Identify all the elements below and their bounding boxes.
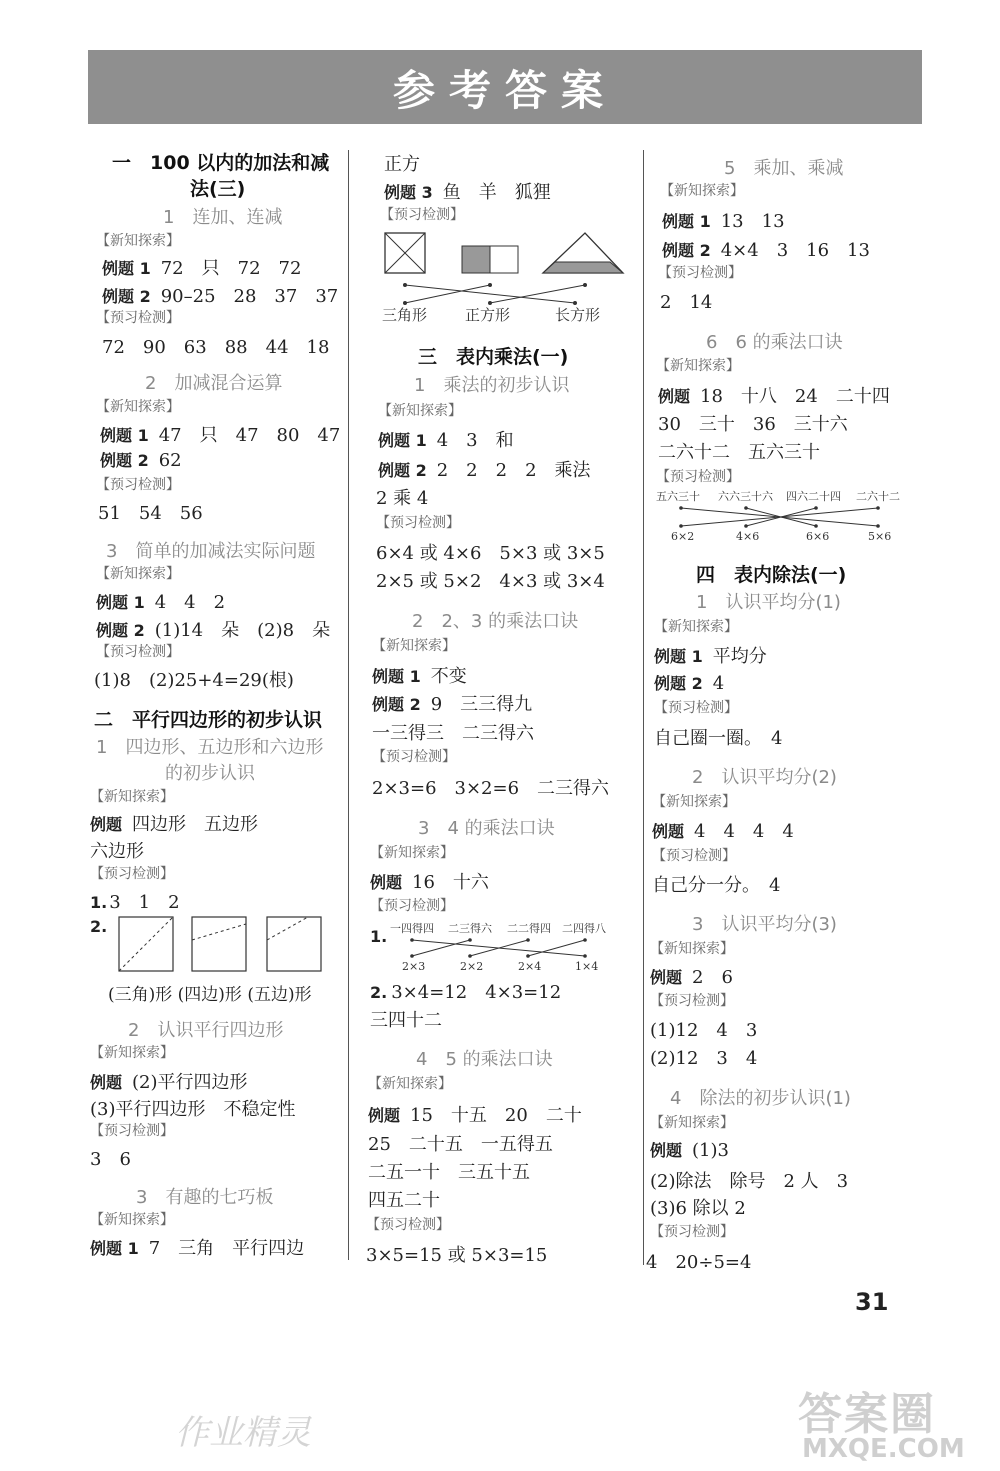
example-label: 例题 1: [372, 667, 421, 686]
match-top: 四六二十四: [786, 490, 841, 503]
example-label: 例题 1: [90, 1239, 139, 1258]
tag-pre: 【预习检测】: [372, 749, 456, 765]
answer-line: 2×3=6 3×2=6 二三得六: [372, 778, 610, 799]
example-label: 例题: [652, 822, 685, 841]
unit-1-title-cont: 法(三): [190, 178, 246, 200]
answer-line: 六边形: [90, 841, 144, 862]
answer-line: (2)12 3 4: [650, 1048, 758, 1069]
dashed-cut-2: [192, 924, 246, 940]
example-label: 例题: [370, 873, 403, 892]
answer-line: 例题 16 十六: [370, 872, 489, 893]
divided-squares-figure: [118, 916, 328, 974]
answer-line: 25 二十五 一五得五: [368, 1134, 553, 1155]
answer-line: 例题 1 4 4 2: [96, 592, 226, 613]
item-number: 2.: [370, 983, 388, 1002]
answer-line: 2×5 或 5×2 4×3 或 3×4: [376, 571, 605, 592]
match-label: 正方形: [465, 306, 511, 324]
example-label: 例题: [658, 387, 691, 406]
page-number: 31: [855, 1288, 889, 1316]
answer-line: 二六十二 五六三十: [658, 442, 820, 463]
answer-line: (3)平行四边形 不稳定性: [90, 1099, 296, 1120]
answer-line: 例题 2 90–25 28 37 37: [102, 286, 339, 307]
match-bottom: 2×2: [460, 960, 484, 973]
section-heading: 5 乘加、乘减: [724, 158, 844, 179]
example-label: 例题 2: [100, 451, 149, 470]
tag-pre: 【预习检测】: [656, 469, 740, 485]
example-label: 例题: [90, 1073, 123, 1092]
answer-line: 51 54 56: [98, 503, 203, 524]
column-divider-2: [643, 150, 644, 1265]
tag-pre: 【预习检测】: [654, 700, 738, 716]
answer-line: 例题 18 十八 24 二十四: [658, 386, 890, 407]
answer-line: 例题 (2)平行四边形: [90, 1072, 248, 1093]
match-label: 三角形: [382, 306, 428, 324]
dashed-cut-3: [267, 917, 308, 940]
tag-new: 【新知探索】: [656, 358, 740, 374]
section-heading: 4 除法的初步认识(1): [670, 1088, 851, 1109]
example-label: 例题 3: [384, 183, 433, 202]
tag-new: 【新知探索】: [650, 1115, 734, 1131]
section-heading: 1 四边形、五边形和六边形: [96, 737, 324, 758]
section-heading: 2 认识平均分(2): [692, 767, 837, 788]
answer-line: 6×4 或 4×6 5×3 或 3×5: [376, 543, 605, 564]
section-heading-cont: 的初步认识: [165, 763, 255, 784]
page-title: 参考答案: [392, 66, 617, 115]
match-bottom: 6×6: [806, 530, 830, 543]
section-heading: 1 连加、连减: [163, 207, 283, 228]
item-number-1: 1.: [370, 927, 388, 946]
shape-labels: (三角)形 (四边)形 (五边)形: [108, 985, 312, 1005]
tag-new: 【新知探索】: [654, 619, 738, 635]
answer-line: 例题 2 4×4 3 16 13: [662, 240, 870, 261]
answer-line: 例题 1 47 只 47 80 47: [100, 425, 341, 446]
answer-line: 例题 15 十五 20 二十: [368, 1105, 582, 1126]
section-heading: 3 认识平均分(3): [692, 914, 837, 935]
unit-1-title: 一 100 以内的加法和减: [112, 152, 330, 174]
dashed-diagonal-1: [119, 917, 173, 971]
tag-new: 【新知探索】: [96, 566, 180, 582]
example-label: 例题 2: [378, 461, 427, 480]
section-heading: 3 简单的加减法实际问题: [106, 541, 316, 562]
answer-line: 例题 2 (1)14 朵 (2)8 朵: [96, 620, 331, 641]
answer-line: 四五二十: [368, 1190, 440, 1211]
tag-new: 【新知探索】: [96, 399, 180, 415]
section-heading: 2 认识平行四边形: [128, 1020, 284, 1041]
section-heading: 2 加减混合运算: [145, 373, 283, 394]
tag-pre: 【预习检测】: [366, 1217, 450, 1233]
match-bottom: 6×2: [671, 530, 695, 543]
answer-line: 例题 1 4 3 和: [378, 430, 514, 451]
example-label: 例题 1: [100, 426, 149, 445]
multiplication-matching-figure-4: [390, 920, 615, 972]
example-label: 例题 1: [654, 647, 703, 666]
match-top: 一四得四: [390, 922, 434, 935]
answer-line: 4 20÷5=4: [646, 1252, 752, 1273]
example-label: 例题 2: [102, 287, 151, 306]
example-label: 例题 2: [96, 621, 145, 640]
section-heading: 4 5 的乘法口诀: [416, 1049, 553, 1070]
tag-new: 【新知探索】: [368, 1076, 452, 1092]
tag-new: 【新知探索】: [652, 794, 736, 810]
tangram-matching-figure: [380, 230, 630, 325]
unit-4-title: 四 表内除法(一): [696, 564, 847, 586]
answer-line: 3 6: [90, 1149, 131, 1170]
tag-pre: 【预习检测】: [376, 515, 460, 531]
answer-line: 例题 1 7 三角 平行四边: [90, 1238, 305, 1259]
answer-line: 例题 1 平均分: [654, 646, 767, 667]
tag-new: 【新知探索】: [378, 403, 462, 419]
tag-new: 【新知探索】: [90, 789, 174, 805]
tag-pre: 【预习检测】: [650, 1224, 734, 1240]
answer-line: 2. 3×4=12 4×3=12: [370, 982, 562, 1003]
example-label: 例题 1: [102, 259, 151, 278]
match-top: 六六三十六: [718, 490, 773, 503]
match-bottom: 2×4: [518, 960, 542, 973]
answer-line: 自己分一分。 4: [652, 875, 781, 896]
section-heading: 2 2、3 的乘法口诀: [412, 611, 579, 632]
tag-pre: 【预习检测】: [370, 898, 454, 914]
match-top: 二二得四: [507, 922, 551, 935]
answer-line: 例题 2 62: [100, 450, 182, 471]
answer-line: (1)8 (2)25+4=29(根): [94, 670, 294, 691]
watermark-text: 作业精灵: [175, 1413, 311, 1453]
match-label: 长方形: [555, 306, 601, 324]
watermark-logo: 答案圈: [798, 1389, 936, 1440]
match-top: 二六十二: [856, 490, 900, 503]
multiplication-matching-figure-6: [656, 488, 906, 543]
tag-new: 【新知探索】: [372, 638, 456, 654]
example-label: 例题 1: [96, 593, 145, 612]
answer-line: 正方: [384, 154, 420, 175]
match-bottom: 4×6: [736, 530, 760, 543]
section-heading: 1 乘法的初步认识: [414, 375, 570, 396]
answer-line: 例题 四边形 五边形: [90, 814, 259, 835]
answer-line: 例题 1 不变: [372, 666, 467, 687]
section-heading: 3 有趣的七巧板: [136, 1187, 274, 1208]
example-label: 例题 1: [662, 212, 711, 231]
item-number: 1.: [90, 893, 108, 912]
answer-line: 2 乘 4: [376, 488, 429, 509]
example-label: 例题: [650, 1141, 683, 1160]
match-bottom: 2×3: [402, 960, 426, 973]
answer-line: 例题 4 4 4 4: [652, 821, 794, 842]
tag-new: 【新知探索】: [90, 1212, 174, 1228]
match-top: 五六三十: [656, 490, 700, 503]
match-bottom: 5×6: [868, 530, 892, 543]
answer-line: 例题 1 72 只 72 72: [102, 258, 302, 279]
answer-line: 3×5=15 或 5×3=15: [366, 1245, 548, 1266]
section-heading: 1 认识平均分(1): [696, 592, 841, 613]
example-label: 例题 2: [662, 241, 711, 260]
watermark-url: MXQE.COM: [802, 1434, 965, 1464]
tag-pre: 【预习检测】: [96, 477, 180, 493]
tag-pre: 【预习检测】: [652, 848, 736, 864]
column-divider-1: [348, 150, 349, 1260]
example-label: 例题 2: [654, 674, 703, 693]
answer-line: 例题 2 4: [654, 673, 725, 694]
tag-pre: 【预习检测】: [90, 1123, 174, 1139]
tag-pre: 【预习检测】: [650, 993, 734, 1009]
answer-line: 三四十二: [370, 1010, 442, 1031]
answer-line: 二五一十 三五十五: [368, 1162, 530, 1183]
square-2: [192, 917, 246, 971]
unit-3-title: 三 表内乘法(一): [418, 346, 569, 368]
tag-new: 【新知探索】: [370, 845, 454, 861]
tag-pre: 【预习检测】: [90, 866, 174, 882]
tag-pre: 【预习检测】: [658, 265, 742, 281]
match-top: 二三得六: [448, 922, 492, 935]
answer-line: 例题 2 9 三三得九: [372, 694, 533, 715]
example-label: 例题 1: [378, 431, 427, 450]
example-label: 例题: [368, 1106, 401, 1125]
answer-line: 例题 2 2 2 2 2 乘法: [378, 460, 591, 481]
tag-pre: 【预习检测】: [96, 644, 180, 660]
answer-line: (3)6 除以 2: [650, 1198, 746, 1219]
answer-line: 例题 (1)3: [650, 1140, 729, 1161]
tag-new: 【新知探索】: [96, 233, 180, 249]
tag-pre: 【预习检测】: [380, 207, 464, 223]
answer-line: 例题 2 6: [650, 967, 733, 988]
answer-line: 1. 3 1 2: [90, 892, 180, 913]
match-bottom: 1×4: [575, 960, 599, 973]
answer-line: (1)12 4 3: [650, 1020, 758, 1041]
tag-pre: 【预习检测】: [96, 310, 180, 326]
unit-2-title: 二 平行四边形的初步认识: [94, 709, 323, 731]
answer-line: 2 14: [660, 292, 713, 313]
answer-line: 例题 1 13 13: [662, 211, 785, 232]
item-number-2: 2.: [90, 917, 108, 936]
tag-new: 【新知探索】: [660, 183, 744, 199]
example-label: 例题: [90, 815, 123, 834]
tag-new: 【新知探索】: [650, 941, 734, 957]
tag-new: 【新知探索】: [90, 1045, 174, 1061]
section-heading: 3 4 的乘法口诀: [418, 818, 555, 839]
answer-line: 30 三十 36 三十六: [658, 414, 848, 435]
answer-line: 自己圈一圈。 4: [654, 728, 783, 749]
answer-line: 例题 3 鱼 羊 狐狸: [384, 182, 551, 203]
match-top: 二四得八: [562, 922, 606, 935]
answer-line: (2)除法 除号 2 人 3: [650, 1171, 849, 1192]
section-heading: 6 6 的乘法口诀: [706, 332, 843, 353]
example-label: 例题: [650, 968, 683, 987]
answer-line: 72 90 63 88 44 18: [102, 337, 330, 358]
title-banner: [88, 50, 922, 124]
example-label: 例题 2: [372, 695, 421, 714]
answer-line: 一三得三 二三得六: [372, 723, 534, 744]
